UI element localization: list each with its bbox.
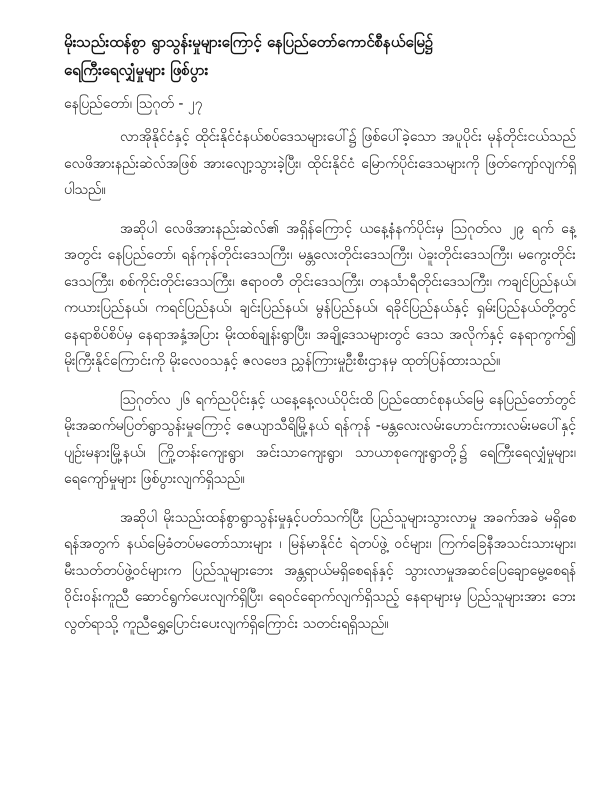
paragraph-2: အဆိုပါ လေဖိအားနည်းဆဲလ်၏ အရှိန်ကြောင့် ယနေ့နံနက်ပိုင်းမှ ဩဂုတ်လ ၂၉ ရက် နေ့ အတွင်း နေပြည်တော်၊ ရန်ကုန်တိုင်းဒေသကြီး၊ မန္တလေးတိုင်းဒေသကြီး၊ ပဲခူးတိုင်းဒေသကြီး၊ မကွေးတိုင်းဒေသကြီး၊ စစ်ကိုင်းတိုင်းဒေသကြီး၊ ဧရာဝတီ တိုင်းဒေသကြီး၊ တနင်္သာရီတိုင်းဒေသကြီး၊ ကချင်ပြည်နယ်၊ ကယားပြည်နယ်၊ ကရင်ပြည်နယ်၊ ချင်းပြည်နယ်၊ မွန်ပြည်နယ်၊ ရခိုင်ပြည်နယ်နှင့် ရှမ်းပြည်နယ်တို့တွင် နေရာစိပ်စိပ်မှ နေရာအနှံ့အပြား မိုးထစ်ချုန်းရွာပြီး၊ အချို့ဒေသများတွင် ဒေသ အလိုက်နှင့် နေရာကွက်၍ မိုးကြီးနိုင်ကြောင်းကို မိုးလေဝသနှင့် ဇလဗေဒ ညွှန်ကြားမှုဦးစီးဌာနမှ ထုတ်ပြန်ထားသည်။ (64, 220, 576, 369)
headline-line-2: ရေကြီးရေလျှံမှုများ ဖြစ်ပွား (64, 61, 209, 79)
headline-line-1: မိုးသည်းထန်စွာ ရွာသွန်းမှုများကြောင့် နေပြည်တော်ကောင်စီနယ်မြေ၌ (64, 33, 434, 51)
paragraph-4: အဆိုပါ မိုးသည်းထန်စွာရွာသွန်းမှုနှင့်ပတ်သက်ပြီး ပြည်သူများသွားလာမှု အခက်အခဲ မရှိစေရန်အတွက် နယ်မြေခံတပ်မတော်သားများ ၊ မြန်မာနိုင်ငံ ရဲတပ်ဖွဲ့ ဝင်များ၊ ကြက်ခြေနီအသင်းသားများ၊ မီးသတ်တပ်ဖွဲ့ဝင်များက ပြည်သူများဘေး အန္တရာယ်မရှိစေရန်နှင့် သွားလာမှုအဆင်ပြေချောမွေ့စေရန် ဝိုင်းဝန်းကူညီ ဆောင်ရွက်ပေးလျက်ရှိပြီး၊ ရေဝင်ရောက်လျက်ရှိသည့် နေရာများမှ ပြည်သူများအား ဘေးလွတ်ရာသို့ ကူညီရွှေ့ပြောင်းပေးလျက်ရှိကြောင်း သတင်းရရှိသည်။ (64, 509, 576, 632)
paragraph-1: လာအိုနိုင်ငံနှင့် ထိုင်းနိုင်ငံနယ်စပ်ဒေသများပေါ်၌ ဖြစ်ပေါ်ခဲ့သော အပူပိုင်း မုန်တိုင်းငယ်သည် လေဖိအားနည်းဆဲလ်အဖြစ် အားလျော့သွားခဲ့ပြီး၊ ထိုင်းနိုင်ငံ မြောက်ပိုင်းဒေသများကို ဖြတ်ကျော်လျက်ရှိပါသည်။ (64, 129, 576, 198)
dateline: နေပြည်တော်၊ ဩဂုတ် - ၂၇ (64, 96, 203, 112)
headline (64, 28, 576, 84)
paragraph-3: ဩဂုတ်လ ၂၆ ရက်ညပိုင်းနှင့် ယနေ့နေ့လယ်ပိုင်းထိ ပြည်ထောင်စုနယ်မြေ နေပြည်တော်တွင် မိုးအဆက်မပြတ်ရွာသွန်းမှုကြောင့် ဇေယျာသီရိမြို့နယ် ရန်ကုန် -မန္တလေးလမ်းဟောင်းကားလမ်းမပေါ်နှင့် ပျဉ်းမနားမြို့နယ်၊ ကြို့တန်းကျေးရွာ၊ အင်းသာကျေးရွာ၊ သာယာစုကျေးရွာတို့၌ ရေကြီးရေလျှံမှုများ၊ ရေကျော်မှုများ ဖြစ်ပွားလျက်ရှိသည်။ (64, 391, 576, 487)
